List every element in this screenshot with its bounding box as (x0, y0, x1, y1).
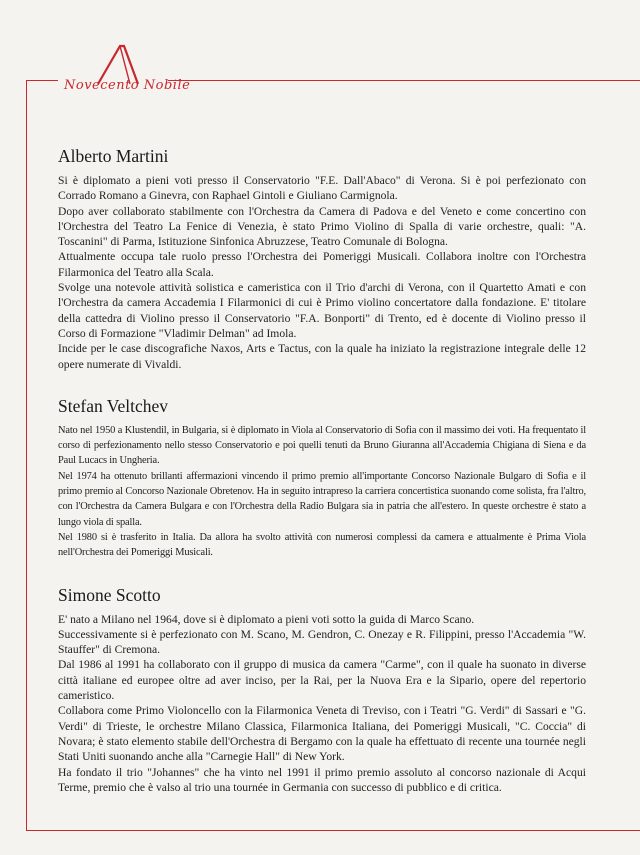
bio-name: Simone Scotto (58, 584, 161, 605)
bio-paragraph: E' nato a Milano nel 1964, dove si è diplomato a pieni voti sotto la guida di Marco Scano. (58, 612, 475, 626)
bio-paragraph: Successivamente si è perfezionato con M. Scano, M. Gendron, C. Onezay e R. Filippini, presso l'Accademia "W. Stauffer" di Cremona. (58, 627, 586, 657)
bio-simone-scotto (58, 585, 586, 796)
logo (58, 38, 191, 108)
logo-text: Novecento Nobile (64, 78, 191, 93)
bio-paragraph: Nato nel 1950 a Klustendil, in Bulgaria, si è diplomato in Viola al Conservatorio di Sofia con il massimo dei voti. Ha frequentato il corso di perfezionamento nello stesso Conservatorio e poi quelli tenuti da Bruno Giuranna all'Accademia Chigiana di Siena e da Paul Lucacs in Ungheria. (58, 424, 586, 467)
bio-stefan-veltchev (58, 396, 586, 561)
bio-paragraph: Attualmente occupa tale ruolo presso l'Orchestra dei Pomeriggi Musicali. Collabora inoltre con l'Orchestra Filarmonica del Teatro alla Scala. (58, 250, 586, 279)
bio-paragraph: Incide per le case discografiche Naxos, Arts e Tactus, con la quale ha iniziato la registrazione integrale delle 12 opere numerate di Vivaldi. (58, 342, 586, 371)
bio-paragraph: Nel 1974 ha ottenuto brillanti affermazioni vincendo il primo premio all'importante Concorso Nazionale Bulgaro di Sofia e il primo premio al Concorso Nazionale Obretenov. Ha in seguito intrapreso la carriera concertistica suonando come solista, fra l'altro, con l'Orchestra da Camera Bulgara e con l'Orchestra della Radio Bulgara sia in patria che all'estero. In queste orchestre è stato a lungo viola di spalla. (58, 470, 586, 528)
bio-paragraph: Dal 1986 al 1991 ha collaborato con il gruppo di musica da camera "Carme", con il quale ha suonato in diverse città italiane ed europee oltre ad aver inciso, per la Rai, per la Nuova Era e la Sipario, opere del repertorio cameristico. (58, 658, 586, 703)
left-rule (26, 80, 27, 830)
bio-name: Stefan Veltchev (58, 395, 168, 416)
bio-name: Alberto Martini (58, 146, 169, 166)
bio-paragraph: Si è diplomato a pieni voti presso il Conservatorio "F.E. Dall'Abaco" di Verona. Si è poi perfezionato con Corrado Romano a Ginevra, con Raphael Gintoli e Giuliano Carmignola. (58, 174, 586, 203)
logo-mark-icon (58, 38, 168, 108)
bio-alberto-martini (58, 146, 586, 372)
bio-paragraph: Collabora come Primo Violoncello con la Filarmonica Veneta di Treviso, con i Teatri "G. Verdi" di Sassari e "G. Verdi" di Trieste, le orchestre Milano Classica, Filarmonica Italiana, dei Pomeriggi Musicali, "C. Coccia" di Novara; è stato elemento stabile dell'Orchestra di Bergamo con la quale ha effettuato di recente una tournée negli Stati Uniti suonando anche alla "Carnegie Hall" di New York. (58, 704, 586, 764)
bio-content (58, 146, 586, 817)
bio-paragraph: Nel 1980 si è trasferito in Italia. Da allora ha svolto attività con numerosi complessi da camera e attualmente è Prima Viola nell'Orchestra dei Pomeriggi Musicali. (58, 531, 586, 559)
bio-paragraph: Ha fondato il trio "Johannes" che ha vinto nel 1991 il primo premio assoluto al concorso nazionale di Acqui Terme, premio che è valso al trio una tournée in Germania con successo di pubblico e di critica. (58, 765, 586, 794)
bio-paragraph: Svolge una notevole attività solistica e cameristica con il Trio d'archi di Verona, con il Quartetto Amati e con l'Orchestra da camera Accademia I Filarmonici di cui è Primo violino concertatore dalla fondazione. E' titolare della cattedra di Violino presso il Conservatorio "F.A. Bonporti" di Trento, ed è docente di Violino presso il Corso di Formazione "Vladimir Delman" ad Imola. (58, 281, 586, 340)
bottom-rule (26, 830, 640, 831)
bio-paragraph: Dopo aver collaborato stabilmente con l'Orchestra da Camera di Padova e del Veneto e come concertino con l'Orchestra del Teatro La Fenice di Venezia, è stato Primo Violino di Spalla di varie orchestre, quali: "A. Toscanini" di Parma, Istituzione Sinfonica Abruzzese, Teatro Comunale di Bologna. (58, 204, 586, 249)
